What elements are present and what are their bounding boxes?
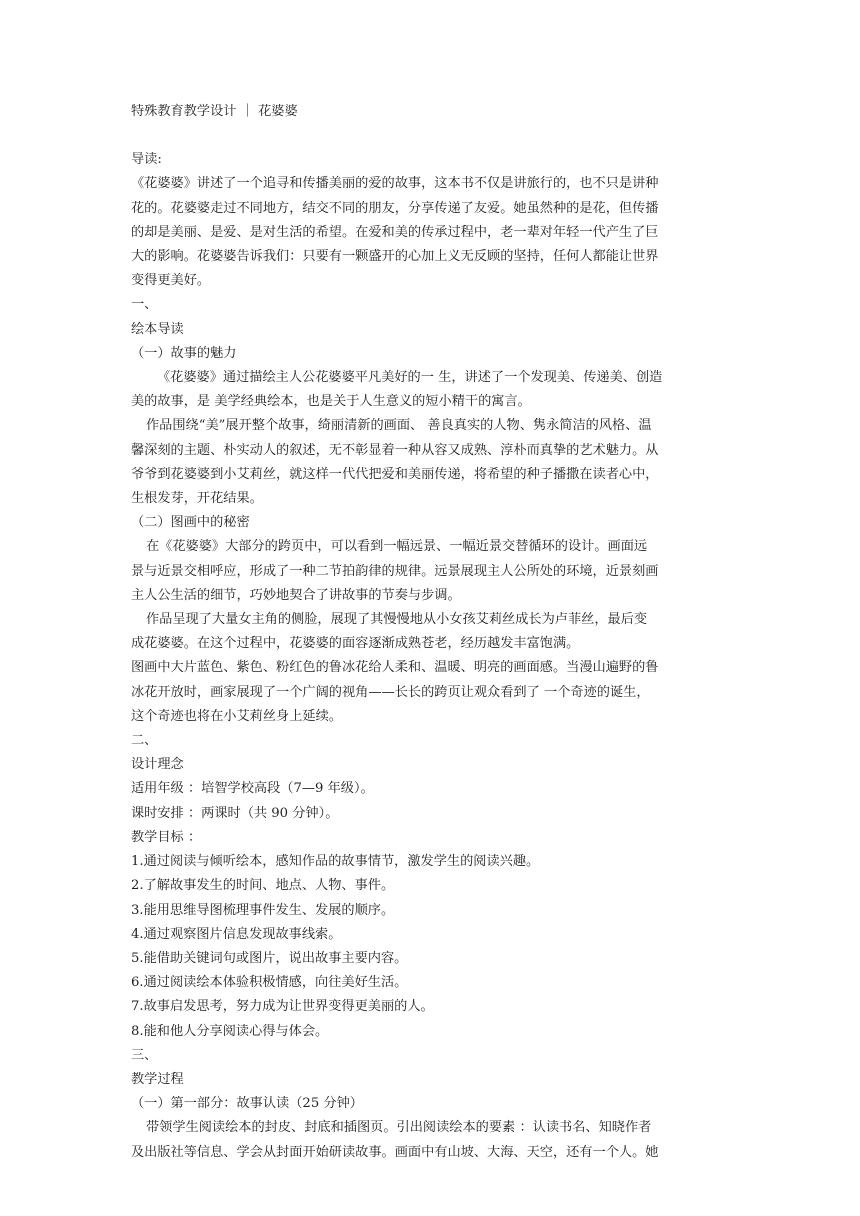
- goal-item: 1.通过阅读与倾听绘本，感知作品的故事情节，激发学生的阅读兴趣。: [131, 854, 540, 870]
- paragraph-line: 在《花婆婆》大部分的跨页中，可以看到一幅远景、一幅近景交替循环的设计。画面远: [146, 539, 648, 555]
- section-title: 绘本导读: [131, 321, 184, 337]
- section-3: [131, 1044, 735, 1165]
- paragraph-line: 馨深刻的主题、朴实动人的叙述，无不彰显着一种从容又成熟、淳朴而真挚的艺术魅力。从: [131, 442, 659, 458]
- section-2: [131, 729, 735, 1044]
- subsection-title: （一）故事的魅力: [131, 345, 237, 361]
- paragraph-line: 图画中大片蓝色、紫色、粉红色的鲁冰花给人柔和、温暖、明亮的画面感。当漫山遍野的鲁: [131, 660, 659, 676]
- paragraph-line: 作品呈现了大量女主角的侧脸，展现了其慢慢地从小女孩艾莉丝成长为卢菲丝，最后变: [146, 612, 648, 628]
- paragraph-line: 美的故事，是 美学经典绘本，也是关于人生意义的短小精干的寓言。: [131, 394, 531, 410]
- paragraph-line: 作品围绕“美”展开整个故事，绮丽清新的画面、 善良真实的人物、隽永简洁的风格、温: [146, 418, 652, 434]
- paragraph-line: 及出版社等信息、学会从封面开始研读故事。画面中有山坡、大海、天空，还有一个人。她: [131, 1144, 659, 1160]
- section-title: 设计理念: [131, 757, 184, 773]
- section-number: 二、: [131, 733, 158, 749]
- paragraph-line: 生根发芽，开花结果。: [131, 491, 263, 507]
- section-1: [131, 293, 735, 729]
- paragraph-line: 主人公生活的细节，巧妙地契合了讲故事的节奏与步调。: [131, 587, 461, 603]
- goal-item: 3.能用思维导图梳理事件发生、发展的顺序。: [131, 902, 395, 918]
- goal-item: 2.了解故事发生的时间、地点、人物、事件。: [131, 878, 395, 894]
- paragraph-line: 这个奇迹也将在小艾莉丝身上延续。: [131, 708, 342, 724]
- goal-item: 7.故事启发思考，努力成为让世界变得更美丽的人。: [131, 999, 434, 1015]
- paragraph-line: 爷爷到花婆婆到小艾莉丝，就这样一代代把爱和美丽传递，将希望的种子播撒在读者心中，: [131, 466, 659, 482]
- intro-section: [131, 148, 735, 293]
- paragraph-line: 《花婆婆》通过描绘主人公花婆婆平凡美好的一 生，讲述了一个发现美、传递美、创造: [157, 370, 663, 386]
- intro-line: 花的。花婆婆走过不同地方，结交不同的朋友，分享传递了友爱。她虽然种的是花，但传播: [131, 200, 659, 216]
- subsection-title: （二）图画中的秘密: [131, 515, 250, 531]
- paragraph-line: 冰花开放时，画家展现了一个广阔的视角——长长的跨页让观众看到了 一个奇迹的诞生，: [131, 684, 650, 700]
- subsection-title: （一）第一部分：故事认读（25 分钟）: [131, 1096, 363, 1112]
- goal-item: 6.通过阅读绘本体验积极情感，向往美好生活。: [131, 975, 408, 991]
- document-page: [131, 100, 735, 1165]
- paragraph-line: 带领学生阅读绘本的封皮、封底和插图页。引出阅读绘本的要素 ：认读书名、知晓作者: [146, 1120, 652, 1136]
- document-header: 特殊教育教学设计 ｜ 花婆婆: [131, 104, 298, 119]
- goals-label: 教学目标 ：: [131, 829, 202, 845]
- goal-item: 5.能借助关键词句或图片，说出故事主要内容。: [131, 950, 408, 966]
- section-number: 三、: [131, 1047, 158, 1063]
- grade-line: 适用年级 ：培智学校高段（7—9 年级）。: [131, 781, 374, 797]
- intro-line: 《花婆婆》讲述了一个追寻和传播美丽的爱的故事，这本书不仅是讲旅行的，也不只是讲种: [131, 176, 659, 192]
- goal-item: 4.通过观察图片信息发现故事线索。: [131, 926, 342, 942]
- hours-line: 课时安排 ：两课时（共 90 分钟）。: [131, 805, 339, 821]
- intro-line: 大的影响。花婆婆告诉我们：只要有一颗盛开的心加上义无反顾的坚持，任何人都能让世界: [131, 249, 659, 265]
- section-title: 教学过程: [131, 1071, 184, 1087]
- section-number: 一、: [131, 297, 158, 313]
- intro-line: 变得更美好。: [131, 273, 211, 289]
- intro-label: 导读:: [131, 152, 162, 168]
- paragraph-line: 景与近景交相呼应，形成了一种二节拍韵律的规律。远景展现主人公所处的环境，近景刻画: [131, 563, 659, 579]
- paragraph-line: 成花婆婆。在这个过程中，花婆婆的面容逐渐成熟苍老，经历越发丰富饱满。: [131, 636, 580, 652]
- intro-line: 的却是美丽、是爱、是对生活的希望。在爱和美的传承过程中，老一辈对年轻一代产生了巨: [131, 224, 659, 240]
- goal-item: 8.能和他人分享阅读心得与体会。: [131, 1023, 329, 1039]
